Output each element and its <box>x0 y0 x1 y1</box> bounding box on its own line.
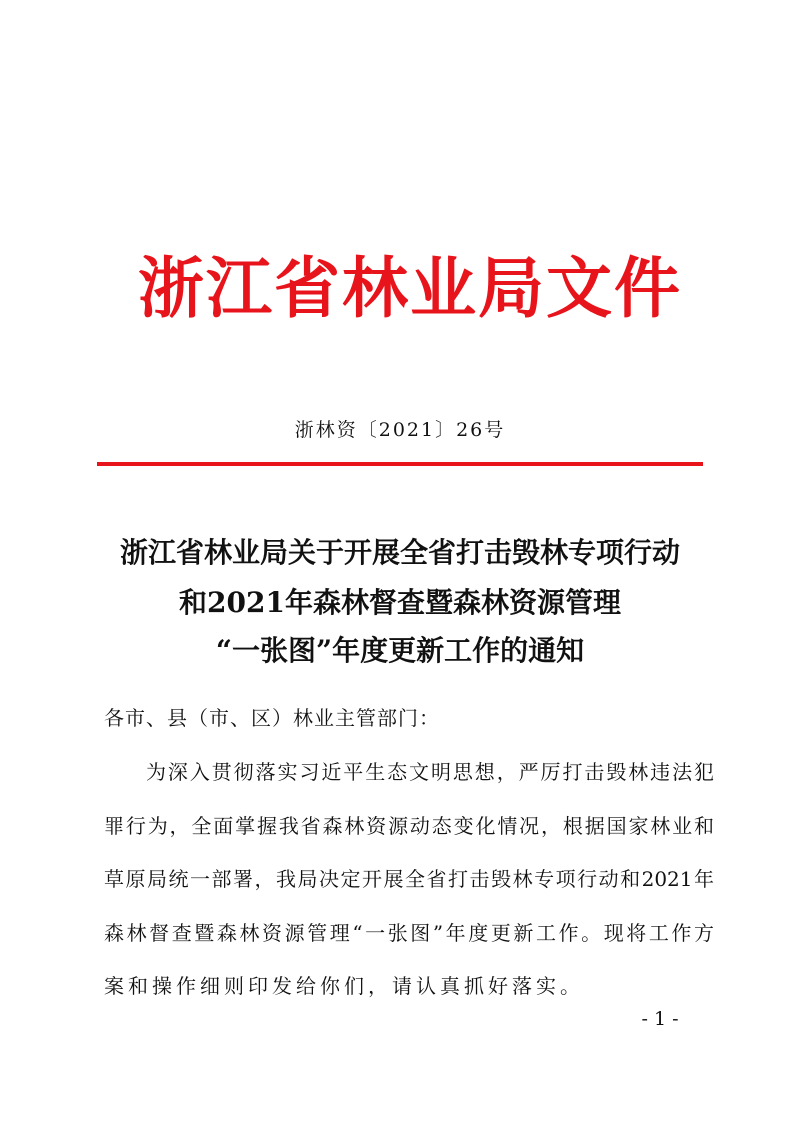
body-line-3: 草原局统一部署，我局决定开展全省打击毁林专项行动和2021年 <box>104 867 714 891</box>
notice-title-line-2: 和2021年森林督查暨森林资源管理 <box>179 586 621 619</box>
document-header-title: 浙江省林业局文件 <box>138 249 682 327</box>
notice-title-line-1: 浙江省林业局关于开展全省打击毁林专项行动 <box>119 536 680 569</box>
body-line-2: 罪行为，全面掌握我省森林资源动态变化情况，根据国家林业和 <box>104 814 714 838</box>
document-number: 浙林资〔2021〕26号 <box>294 419 506 441</box>
body-line-1: 为深入贯彻落实习近平生态文明思想，严厉打击毁林违法犯 <box>146 760 714 784</box>
body-line-5: 案和操作细则印发给你们，请认真抓好落实。 <box>104 974 584 998</box>
salutation: 各市、县（市、区）林业主管部门： <box>104 706 440 730</box>
body-line-4: 森林督查暨森林资源管理“一张图”年度更新工作。现将工作方 <box>104 921 714 945</box>
red-divider-line <box>97 462 703 466</box>
notice-title-line-3: “一张图”年度更新工作的通知 <box>215 634 585 667</box>
page-number: - 1 - <box>641 1008 679 1030</box>
